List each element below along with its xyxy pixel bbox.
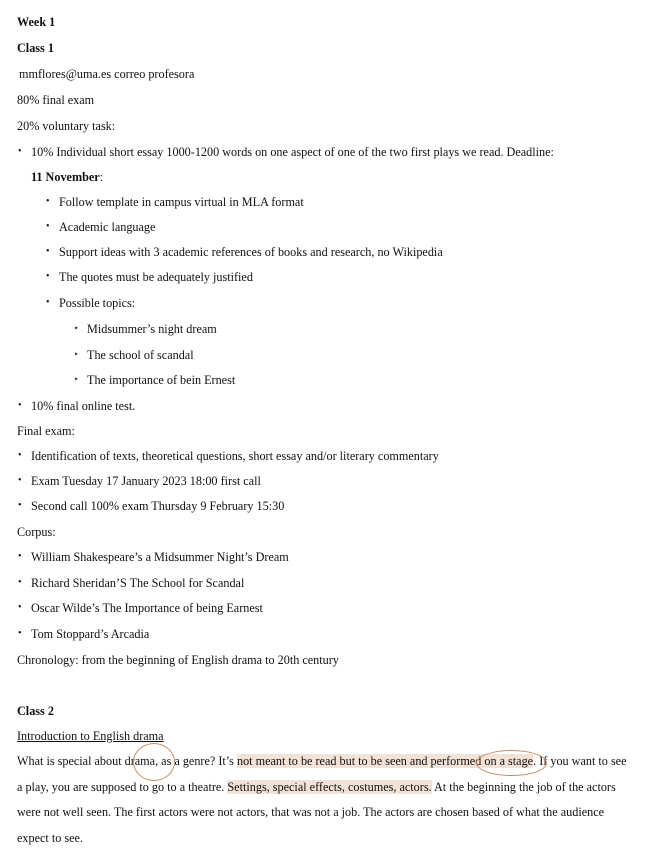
corpus-item: Oscar Wilde’s The Importance of being Earnest (31, 601, 263, 615)
topic-item: The school of scandal (87, 348, 194, 362)
corpus-label: Corpus: (17, 525, 56, 539)
bullet-icon: • (18, 450, 22, 461)
final-exam-percentage: 80% final exam (17, 93, 95, 107)
topic-item: The importance of bein Ernest (87, 373, 236, 387)
bullet-icon: • (18, 602, 22, 613)
class2-subtitle: Introduction to English drama (17, 729, 164, 743)
bullet-icon: • (18, 475, 22, 486)
highlight-settings: Settings, special effects, costumes, actors. (227, 779, 432, 794)
class2-title: Class 2 (17, 704, 54, 718)
essay-subitem: Support ideas with 3 academic references of books and research, no Wikipedia (59, 245, 443, 259)
chronology-line: Chronology: from the beginning of English drama to 20th century (17, 653, 339, 667)
highlight-performance: not meant to be read but to be seen and performed on a stage (236, 754, 534, 768)
bullet-icon: ‣ (74, 375, 79, 384)
class2-paragraph: What is special about drama, as a genre? It’s not meant to be read but to be seen and performed on a stage. If you want to see a play, you are supposed to go to a theatre. Settings, special effects, costumes, actors. At the beginning the job of the actors were not well seen. The first actors were not actors, that was not a job. The actors are chosen based of what the audience expect to see. (17, 754, 627, 845)
topic-item: Midsummer’s night dream (87, 322, 217, 336)
annotation-circle (133, 743, 175, 781)
essay-subitem: Follow template in campus virtual in MLA format (59, 195, 304, 209)
essay-subitem: Academic language (59, 220, 156, 234)
bullet-icon: ‣ (74, 324, 79, 333)
bullet-icon: • (46, 221, 50, 232)
class1-title: Class 1 (17, 41, 54, 55)
voluntary-task-label: 20% voluntary task: (17, 119, 116, 133)
annotation-circle (476, 750, 547, 776)
corpus-item: Richard Sheridan’S The School for Scandal (31, 576, 245, 590)
bullet-icon: • (18, 500, 22, 511)
bullet-icon: • (46, 196, 50, 207)
final-exam-label: Final exam: (17, 424, 75, 438)
bullet-icon: • (18, 577, 22, 588)
bullet-icon: • (18, 146, 22, 157)
final-exam-item: Second call 100% exam Thursday 9 February 15:30 (31, 499, 285, 513)
essay-item: 10% Individual short essay 1000-1200 words on one aspect of one of the two first plays we read. Deadline: (31, 145, 554, 159)
essay-subitem: The quotes must be adequately justified (59, 270, 253, 284)
deadline-colon: : (99, 170, 104, 184)
corpus-item: Tom Stoppard’s Arcadia (31, 627, 150, 641)
deadline-date: 11 November (31, 170, 100, 184)
essay-subitem: Possible topics: (59, 296, 136, 310)
bullet-icon: • (18, 400, 22, 411)
email-line: mmflores@uma.es correo profesora (19, 67, 195, 81)
online-test-item: 10% final online test. (31, 399, 136, 413)
bullet-icon: • (18, 551, 22, 562)
deadline-line (31, 169, 103, 185)
bullet-icon: • (18, 628, 22, 639)
bullet-icon: • (46, 271, 50, 282)
final-exam-item: Exam Tuesday 17 January 2023 18:00 first call (31, 474, 261, 488)
week-title: Week 1 (17, 15, 56, 29)
corpus-item: William Shakespeare’s a Midsummer Night’s Dream (31, 550, 289, 564)
bullet-icon: ‣ (74, 350, 79, 359)
bullet-icon: • (46, 246, 50, 257)
final-exam-item: Identification of texts, theoretical questions, short essay and/or literary commentary (31, 449, 439, 463)
bullet-icon: • (46, 297, 50, 308)
highlighted-word-drama: drama (124, 754, 156, 768)
